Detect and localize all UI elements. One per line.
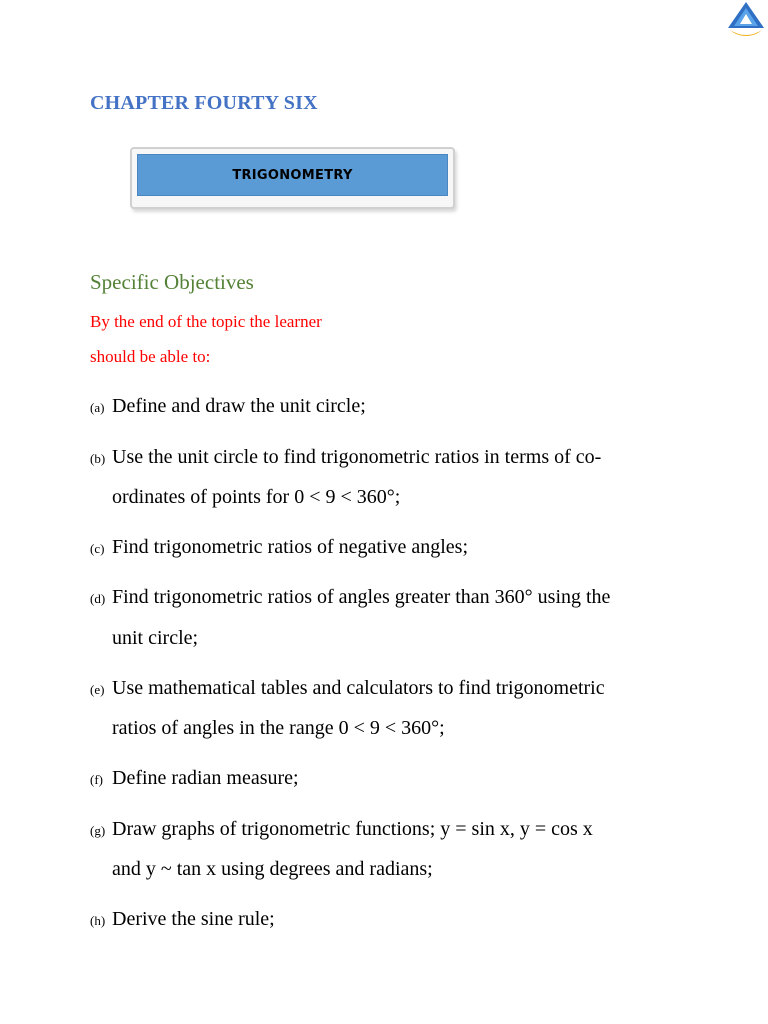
objective-letter: (e)	[90, 682, 105, 697]
objective-c	[90, 536, 468, 559]
objective-letter: (f)	[90, 772, 103, 787]
objective-d-continuation: unit circle;	[112, 627, 199, 649]
objective-b-continuation: ordinates of points for 0 < 9 < 360°;	[112, 486, 401, 508]
objective-g-continuation: and y ~ tan x using degrees and radians;	[112, 858, 433, 880]
objective-text: Derive the sine rule;	[112, 908, 275, 930]
objective-text: Use the unit circle to find trigonometric ratios in terms of co-	[112, 446, 602, 468]
objective-text: Draw graphs of trigonometric functions; y = sin x, y = cos x	[112, 818, 593, 840]
objective-a	[90, 395, 366, 418]
objective-letter: (d)	[90, 591, 106, 606]
objectives-intro-line-2: should be able to:	[90, 347, 211, 366]
objective-text: Use mathematical tables and calculators to find trigonometric	[112, 677, 605, 699]
objective-d	[90, 586, 610, 609]
topic-banner-label: TRIGONOMETRY	[232, 167, 353, 183]
objective-h	[90, 908, 275, 931]
objective-g	[90, 818, 593, 841]
objective-letter: (c)	[90, 541, 105, 556]
objectives-heading: Specific Objectives	[90, 270, 254, 294]
triangle-logo-icon	[724, 0, 768, 40]
chapter-title: CHAPTER FOURTY SIX	[90, 92, 318, 114]
objective-e-continuation: ratios of angles in the range 0 < 9 < 360°;	[112, 717, 445, 739]
objective-letter: (g)	[90, 823, 106, 838]
objective-text: Find trigonometric ratios of negative angles;	[112, 536, 469, 558]
objective-f	[90, 767, 299, 790]
objective-text: Find trigonometric ratios of angles greater than 360° using the	[112, 586, 611, 608]
objective-letter: (h)	[90, 913, 106, 928]
objective-e	[90, 677, 605, 700]
objective-b	[90, 446, 601, 469]
objective-text: Define and draw the unit circle;	[112, 395, 366, 417]
topic-banner	[137, 154, 448, 196]
objectives-intro-line-1: By the end of the topic the learner	[90, 312, 322, 331]
objective-text: Define radian measure;	[112, 767, 299, 789]
objective-letter: (a)	[90, 400, 105, 415]
objective-letter: (b)	[90, 451, 106, 466]
